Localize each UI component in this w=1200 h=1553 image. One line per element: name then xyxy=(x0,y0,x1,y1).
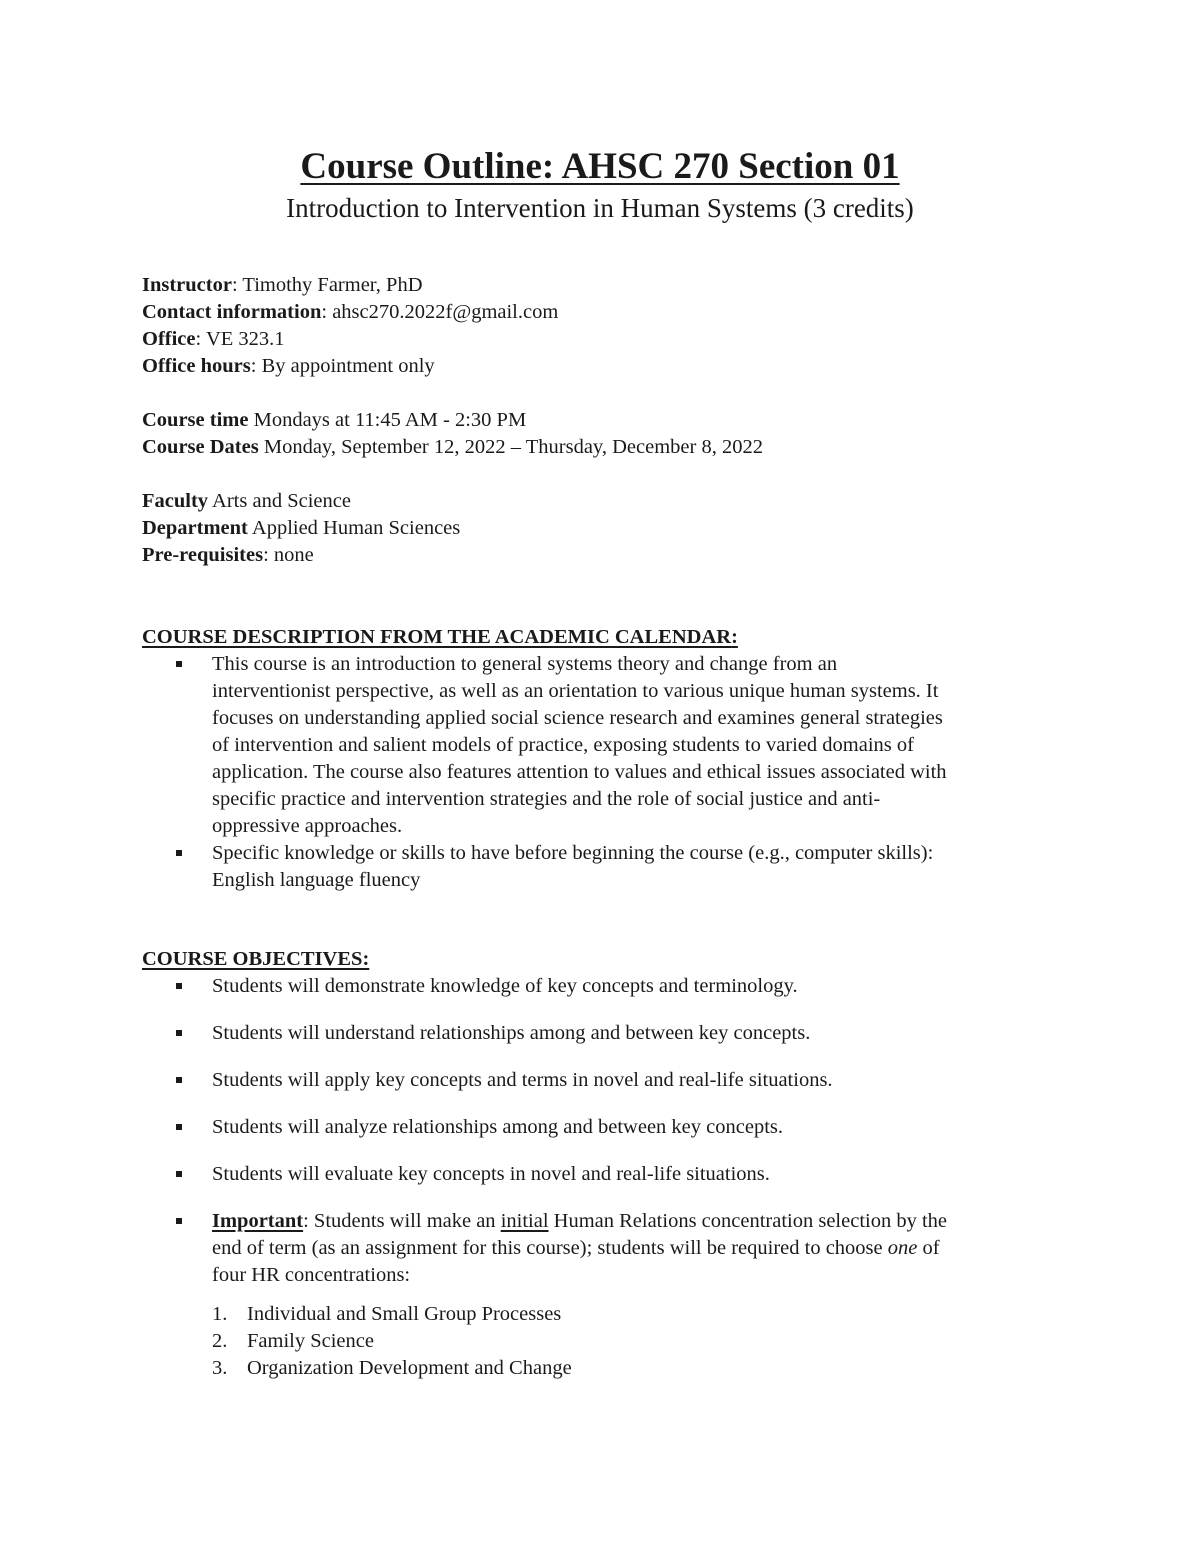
office-hours-label: Office hours xyxy=(142,355,251,377)
important-line-2 xyxy=(212,1235,1102,1262)
description-line: of intervention and salient models of practice, exposing students to varied domains of xyxy=(212,734,914,756)
course-dates-line xyxy=(142,434,1102,461)
contact-line: Contact information: ahsc270.2022f@gmail.com xyxy=(142,301,559,323)
page-title: Course Outline: AHSC 270 Section 01 xyxy=(300,146,900,187)
list-item xyxy=(212,1328,1102,1355)
concentration-label: Individual and Small Group Processes xyxy=(247,1303,562,1325)
important-line-1 xyxy=(212,1208,1102,1235)
description-line: specific practice and intervention strategies and the role of social justice and anti- xyxy=(212,788,881,810)
department-label: Department xyxy=(142,517,248,539)
description-line: oppressive approaches. xyxy=(212,815,403,837)
course-time-value: Mondays at 11:45 AM - 2:30 PM xyxy=(253,409,527,431)
office-hours-value: By appointment only xyxy=(261,355,435,377)
list-item xyxy=(212,1355,1102,1382)
bullet-icon xyxy=(176,983,182,989)
objective-text: Students will demonstrate knowledge of key concepts and terminology. xyxy=(212,975,798,997)
important-text-2: Human Relations concentration selection by the xyxy=(548,1210,948,1232)
page-subtitle: Introduction to Intervention in Human Systems (3 credits) xyxy=(286,193,914,223)
list-number: 3. xyxy=(212,1357,228,1379)
instructor-value: Timothy Farmer, PhD xyxy=(242,274,423,296)
list-item xyxy=(142,1020,1102,1047)
bullet-icon xyxy=(176,1030,182,1036)
important-line-3: four HR concentrations: xyxy=(212,1264,411,1286)
contact-email[interactable]: ahsc270.2022f@gmail.com xyxy=(332,301,559,323)
department-line xyxy=(142,515,1102,542)
instructor-info xyxy=(142,272,1102,380)
course-description-list xyxy=(142,651,1102,894)
office-hours-line: Office hours: By appointment only xyxy=(142,355,435,377)
important-text-3: of xyxy=(917,1237,940,1259)
important-label: Important xyxy=(212,1210,304,1232)
instructor-label: Instructor xyxy=(142,274,232,296)
office-value: VE 323.1 xyxy=(205,328,285,350)
description-line: focuses on understanding applied social science research and examines general strategies xyxy=(212,707,943,729)
office-label: Office xyxy=(142,328,196,350)
course-dates-value: Monday, September 12, 2022 – Thursday, December 8, 2022 xyxy=(263,436,763,458)
concentration-label: Family Science xyxy=(247,1330,374,1352)
prereq-value: none xyxy=(273,544,314,566)
course-schedule xyxy=(142,407,1102,461)
prereq-label: Pre-requisites xyxy=(142,544,264,566)
list-number: 2. xyxy=(212,1330,228,1352)
list-item xyxy=(142,651,1102,840)
list-number: 1. xyxy=(212,1303,228,1325)
bullet-icon xyxy=(176,661,182,667)
list-item xyxy=(142,1161,1102,1188)
bullet-icon xyxy=(176,1077,182,1083)
faculty-value: Arts and Science xyxy=(212,490,351,512)
course-description-section xyxy=(142,624,1102,894)
objective-text: Students will apply key concepts and terms in novel and real-life situations. xyxy=(212,1069,833,1091)
course-objectives-heading: COURSE OBJECTIVES: xyxy=(142,948,370,970)
department-value: Applied Human Sciences xyxy=(251,517,461,539)
contact-label: Contact information xyxy=(142,301,322,323)
course-time-label: Course time xyxy=(142,409,249,431)
course-time-line xyxy=(142,407,1102,434)
important-text-1: : Students will make an xyxy=(303,1210,501,1232)
initial-word: initial xyxy=(500,1210,549,1232)
description-line: This course is an introduction to general systems theory and change from an xyxy=(212,653,838,675)
important-item xyxy=(142,1208,1102,1289)
office-line: Office: VE 323.1 xyxy=(142,328,285,350)
bullet-icon xyxy=(176,1124,182,1130)
objective-text: Students will analyze relationships among and between key concepts. xyxy=(212,1116,783,1138)
instructor-line: Instructor: Timothy Farmer, PhD xyxy=(142,274,423,296)
list-item xyxy=(142,840,1102,894)
concentrations-list xyxy=(212,1301,1102,1382)
course-description-heading-text: COURSE DESCRIPTION FROM THE ACADEMIC CALENDAR xyxy=(142,626,732,648)
faculty-label: Faculty xyxy=(142,490,209,512)
course-objectives-heading-text: COURSE OBJECTIVES xyxy=(142,948,363,970)
important-line-2-text: end of term (as an assignment for this course); students will be required to choose xyxy=(212,1237,888,1259)
list-item xyxy=(212,1301,1102,1328)
description-line: English language fluency xyxy=(212,869,421,891)
bullet-icon xyxy=(176,850,182,856)
list-item xyxy=(142,1067,1102,1094)
bullet-icon xyxy=(176,1171,182,1177)
course-objectives-section xyxy=(142,946,1102,1382)
list-item xyxy=(142,973,1102,1000)
objective-text: Students will understand relationships among and between key concepts. xyxy=(212,1022,811,1044)
bullet-icon xyxy=(176,1218,182,1224)
course-description-heading: COURSE DESCRIPTION FROM THE ACADEMIC CALENDAR: xyxy=(142,626,738,648)
prereq-line: Pre-requisites: none xyxy=(142,544,314,566)
course-dates-label: Course Dates xyxy=(142,436,259,458)
description-line: Specific knowledge or skills to have before beginning the course (e.g., computer skills): xyxy=(212,842,934,864)
list-item xyxy=(142,1114,1102,1141)
concentration-label: Organization Development and Change xyxy=(247,1357,572,1379)
description-line: interventionist perspective, as well as an orientation to various unique human systems. It xyxy=(212,680,939,702)
course-objectives-list xyxy=(142,973,1102,1289)
objective-text: Students will evaluate key concepts in novel and real-life situations. xyxy=(212,1163,770,1185)
faculty-info xyxy=(142,488,1102,569)
faculty-line xyxy=(142,488,1102,515)
one-word: one xyxy=(887,1237,918,1259)
description-line: application. The course also features attention to values and ethical issues associated with xyxy=(212,761,947,783)
